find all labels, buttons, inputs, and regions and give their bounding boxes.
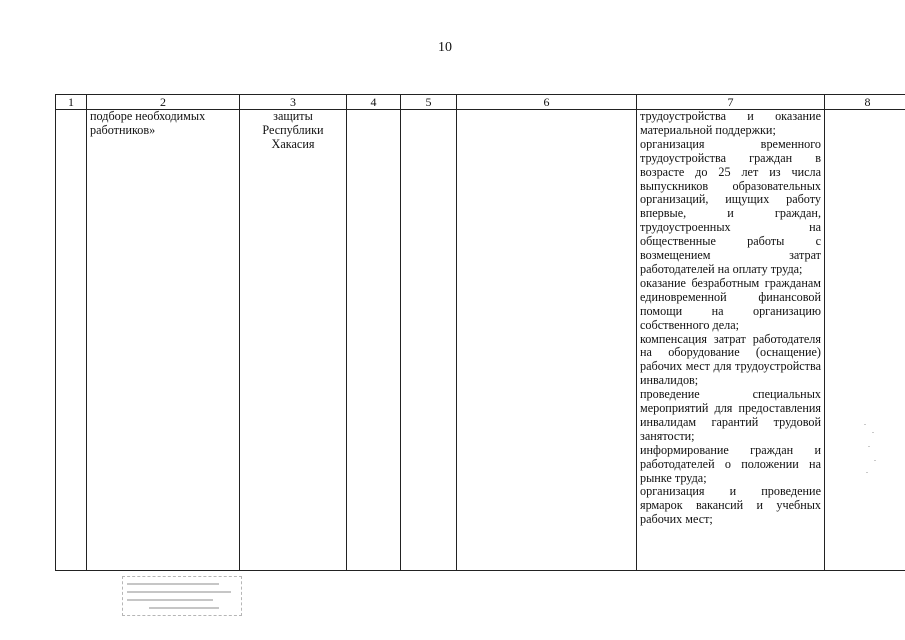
column-header-5: 5 bbox=[401, 95, 457, 110]
measure-paragraph: организация и проведение ярмарок вакансий и учебных рабочих мест; bbox=[640, 484, 821, 527]
cell-col-7 bbox=[637, 110, 825, 571]
cell-col-8 bbox=[825, 110, 905, 571]
cell-col-3-line: Республики bbox=[262, 122, 324, 137]
cell-col-2 bbox=[87, 110, 240, 571]
column-header-4: 4 bbox=[347, 95, 401, 110]
cell-col-6 bbox=[457, 110, 637, 571]
column-header-1: 1 bbox=[56, 95, 87, 110]
cell-col-2-line: работников» bbox=[90, 122, 156, 137]
cell-col-5 bbox=[401, 110, 457, 571]
cell-col-3-line: защиты bbox=[273, 109, 313, 123]
measure-paragraph: трудоустройства и оказание материальной поддержки; bbox=[640, 109, 821, 137]
cell-col-3 bbox=[240, 110, 347, 571]
faded-stamp bbox=[122, 576, 242, 616]
column-header-3: 3 bbox=[240, 95, 347, 110]
scan-noise bbox=[862, 420, 880, 480]
cell-col-3-line: Хакасия bbox=[271, 136, 315, 151]
column-header-2: 2 bbox=[87, 95, 240, 110]
column-header-7: 7 bbox=[637, 95, 825, 110]
table-row bbox=[56, 110, 905, 571]
column-header-6: 6 bbox=[457, 95, 637, 110]
cell-col-1 bbox=[56, 110, 87, 571]
cell-col-2-line: подборе необходимых bbox=[90, 109, 206, 123]
measure-paragraph: проведение специальных мероприятий для предоставления инвалидам гарантий трудовой занятости; bbox=[640, 387, 821, 443]
table-header-row bbox=[56, 95, 905, 110]
measure-paragraph: оказание безработным гражданам единовременной финансовой помощи на организацию собственного дела; bbox=[640, 275, 821, 332]
page-number: 10 bbox=[438, 40, 452, 55]
measure-paragraph: организация временного трудоустройства граждан в возрасте до 25 лет из числа выпускников образовательных организаций, ищущих работу впервые, и граждан, трудоустроенных на общественные работы с возмещением затрат работодателей на оплату труда; bbox=[640, 136, 821, 276]
cell-col-4 bbox=[347, 110, 401, 571]
document-table bbox=[55, 94, 905, 571]
measure-paragraph: компенсация затрат работодателя на оборудование (оснащение) рабочих мест для трудоустройства инвалидов; bbox=[640, 331, 821, 388]
column-header-8: 8 bbox=[825, 95, 905, 110]
measure-paragraph: информирование граждан и работодателей о положении на рынке труда; bbox=[640, 442, 821, 485]
